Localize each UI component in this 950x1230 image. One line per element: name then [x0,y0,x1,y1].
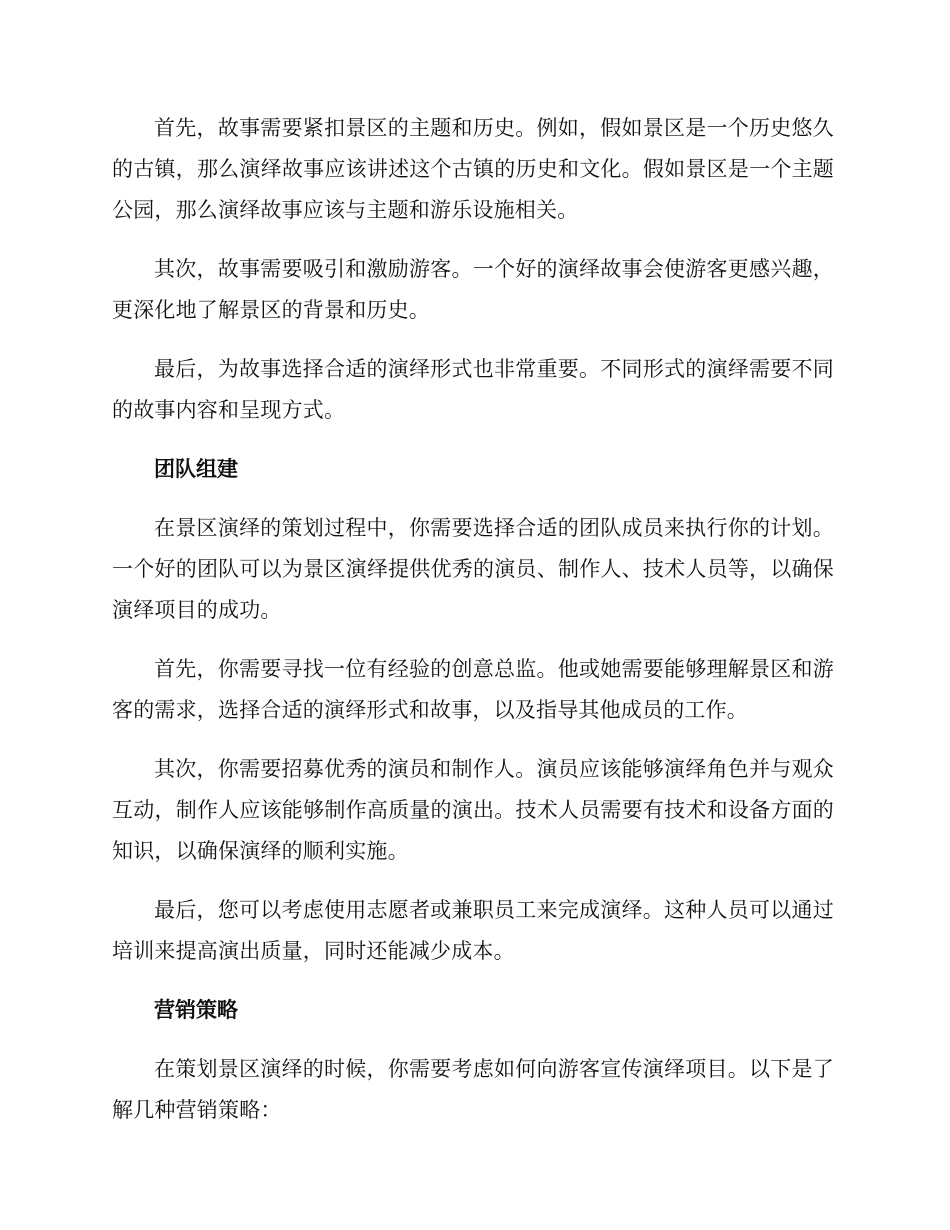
paragraph-story-theme: 首先，故事需要紧扣景区的主题和历史。例如，假如景区是一个历史悠久的古镇，那么演绎故事应该讲述这个古镇的历史和文化。假如景区是一个主题公园，那么演绎故事应该与主题和游乐设施相关。 [112,116,834,222]
paragraph-team-actors: 其次，你需要招募优秀的演员和制作人。演员应该能够演绎角色并与观众互动，制作人应该能够制作高质量的演出。技术人员需要有技术和设备方面的知识，以确保演绎的顺利实施。 [112,757,834,863]
paragraph-story-attract: 其次，故事需要吸引和激励游客。一个好的演绎故事会使游客更感兴趣，更深化地了解景区的背景和历史。 [112,257,834,322]
paragraph-story-form: 最后，为故事选择合适的演绎形式也非常重要。不同形式的演绎需要不同的故事内容和呈现方式。 [112,357,834,422]
paragraph-team-director: 首先，你需要寻找一位有经验的创意总监。他或她需要能够理解景区和游客的需求，选择合适的演绎形式和故事，以及指导其他成员的工作。 [112,657,834,722]
paragraph-team-intro: 在景区演绎的策划过程中，你需要选择合适的团队成员来执行你的计划。一个好的团队可以为景区演绎提供优秀的演员、制作人、技术人员等，以确保演绎项目的成功。 [112,516,834,622]
paragraph-marketing-intro: 在策划景区演绎的时候，你需要考虑如何向游客宣传演绎项目。以下是了解几种营销策略： [112,1057,834,1122]
section-heading-team: 团队组建 [154,457,238,481]
paragraph-team-volunteers: 最后，您可以考虑使用志愿者或兼职员工来完成演绎。这种人员可以通过培训来提高演出质量，同时还能减少成本。 [112,898,834,963]
document-page [112,108,834,1149]
section-heading-marketing: 营销策略 [154,998,238,1022]
